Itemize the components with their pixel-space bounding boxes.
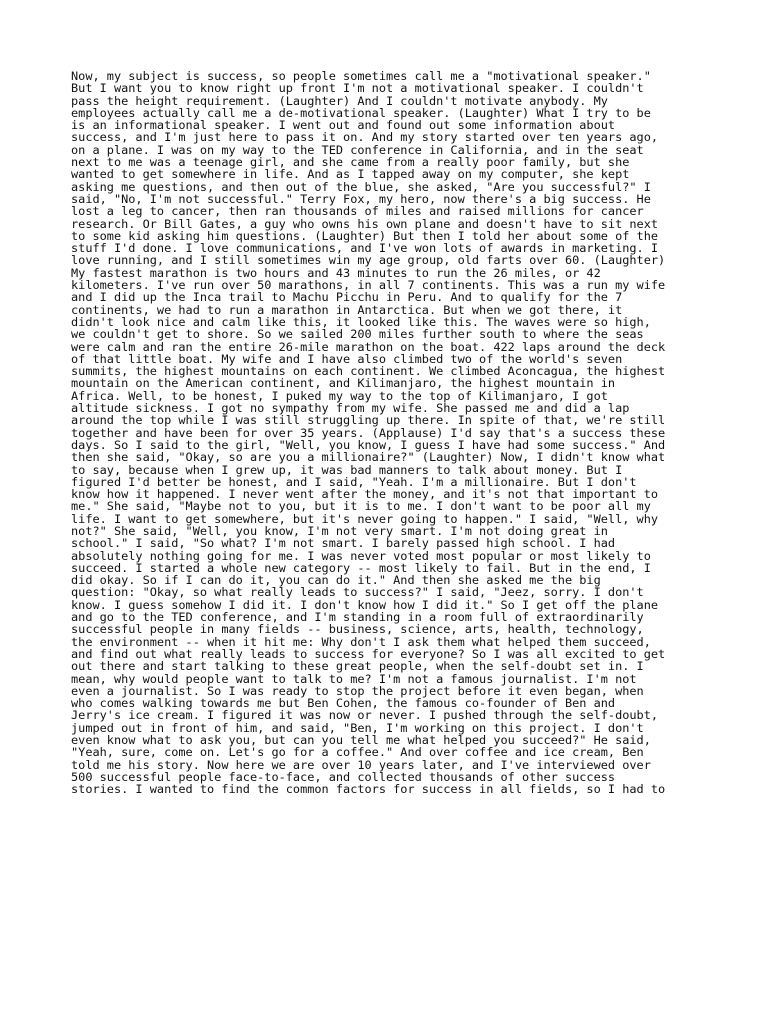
text-line: out there and start talking to these great people, when the self-doubt set in. I (71, 659, 644, 674)
text-line: said, "No, I'm not successful." Terry Fox, my hero, now there's a big success. He (71, 191, 651, 206)
text-line: did okay. So if I can do it, you can do it." And then she asked me the big (71, 573, 601, 588)
text-line: lost a leg to cancer, then ran thousands of miles and raised millions for cancer (71, 204, 644, 219)
text-line: kilometers. I've run over 50 marathons, in all 7 continents. This was a run my wife (71, 278, 666, 293)
text-line: jumped out in front of him, and said, "Ben, I'm working on this project. I don't (71, 720, 644, 735)
text-line: to say, because when I grew up, it was bad manners to talk about money. But I (71, 462, 623, 477)
text-line: even a journalist. So I was ready to stop the project before it even began, when (71, 683, 644, 698)
text-line: days. So I said to the girl, "Well, you know, I guess I have had some success." And (71, 437, 666, 452)
text-line: told me his story. Now here we are over 10 years later, and I've interviewed over (71, 757, 651, 772)
text-line: even know what to ask you, but can you tell me what helped you succeed?" He said, (71, 733, 651, 748)
text-line: 500 successful people face-to-face, and collected thousands of other success (71, 769, 616, 784)
text-line: continents, we had to run a marathon in Antarctica. But when we got there, it (71, 302, 623, 317)
text-line: is an informational speaker. I went out and found out some information about (71, 118, 616, 133)
text-line: employees actually call me a de-motivational speaker. (Laughter) What I try to be (71, 105, 651, 120)
text-line: love running, and I still sometimes win my age group, old farts over 60. (Laughter) (71, 253, 666, 268)
text-line: research. Or Bill Gates, a guy who owns his own plane and doesn't have to sit next (71, 216, 659, 231)
text-line: stories. I wanted to find the common factors for success in all fields, so I had to (71, 782, 666, 797)
text-line: summits, the highest mountains on each continent. We climbed Aconcagua, the highest (71, 364, 666, 379)
text-line: figured I'd better be honest, and I said, "Yeah. I'm a millionaire. But I don't (71, 474, 637, 489)
text-line: stuff I'd done. I love communications, and I've won lots of awards in marketing. I (71, 241, 659, 256)
text-line: next to me was a teenage girl, and she came from a really poor family, but she (71, 155, 630, 170)
text-line: "Yeah, sure, come on. Let's go for a coffee." And over coffee and ice cream, Ben (71, 745, 644, 760)
text-line: mean, why would people want to talk to me? I'm not a famous journalist. I'm not (71, 671, 637, 686)
text-line: who comes walking towards me but Ben Cohen, the famous co-founder of Ben and (71, 696, 616, 711)
text-line: were calm and ran the entire 26-mile marathon on the boat. 422 laps around the deck (71, 339, 666, 354)
text-line: the environment -- when it hit me: Why don't I ask them what helped them succeed, (71, 634, 651, 649)
text-line: then she said, "Okay, so are you a millionaire?" (Laughter) Now, I didn't know what (71, 450, 666, 465)
text-line: wanted to get somewhere in life. And as I tapped away on my computer, she kept (71, 167, 630, 182)
text-line: Now, my subject is success, so people sometimes call me a "motivational speaker." (71, 69, 651, 83)
document-page (71, 70, 711, 796)
text-line: know how it happened. I never went after the money, and it's not that important to (71, 487, 659, 502)
text-line: of that little boat. My wife and I have also climbed two of the world's seven (71, 351, 623, 366)
text-line: My fastest marathon is two hours and 43 minutes to run the 26 miles, or 42 (71, 265, 601, 280)
text-line: But I want you to know right up front I'm not a motivational speaker. I couldn't (71, 81, 644, 96)
text-line: Africa. Well, to be honest, I puked my way to the top of Kilimanjaro, I got (71, 388, 608, 403)
text-line: asking me questions, and then out of the blue, she asked, "Are you successful?" I (71, 179, 651, 194)
text-line: succeed. I started a whole new category -- most likely to fail. But in the end, I (71, 560, 651, 575)
text-line: and go to the TED conference, and I'm standing in a room full of extraordinarily (71, 610, 644, 625)
text-line: Jerry's ice cream. I figured it was now or never. I pushed through the self-doubt, (71, 708, 659, 723)
text-line: and find out what really leads to success for everyone? So I was all excited to get (71, 646, 666, 661)
text-line: to some kid asking him questions. (Laughter) But then I told her about some of the (71, 228, 659, 243)
text-line: absolutely nothing going for me. I was never voted most popular or most likely to (71, 548, 651, 563)
text-line: together and have been for over 35 years. (Applause) I'd say that's a success these (71, 425, 666, 440)
text-line: we couldn't get to shore. So we sailed 200 miles further south to where the seas (71, 327, 644, 342)
text-line: around the top while I was still struggling up there. In spite of that, we're still (71, 413, 666, 428)
text-line: not?" She said, "Well, you know, I'm not very smart. I'm not doing great in (71, 523, 608, 538)
text-line: question: "Okay, so what really leads to success?" I said, "Jeez, sorry. I don't (71, 585, 644, 600)
text-line: and I did up the Inca trail to Machu Picchu in Peru. And to qualify for the 7 (71, 290, 623, 305)
text-line: altitude sickness. I got no sympathy from my wife. She passed me and did a lap (71, 401, 630, 416)
text-line: successful people in many fields -- business, science, arts, health, technology, (71, 622, 644, 637)
text-line: success, and I'm just here to pass it on. And my story started over ten years ago, (71, 130, 659, 145)
text-line: didn't look nice and calm like this, it looked like this. The waves were so high, (71, 314, 651, 329)
text-line: on a plane. I was on my way to the TED conference in California, and in the seat (71, 142, 644, 157)
text-line: me." She said, "Maybe not to you, but it is to me. I don't want to be poor all my (71, 499, 651, 514)
text-line: know. I guess somehow I did it. I don't know how I did it." So I get off the plane (71, 597, 659, 612)
text-line: school." I said, "So what? I'm not smart. I barely passed high school. I had (71, 536, 616, 551)
text-line: life. I want to get somewhere, but it's never going to happen." I said, "Well, why (71, 511, 659, 526)
text-line: mountain on the American continent, and Kilimanjaro, the highest mountain in (71, 376, 616, 391)
text-line: pass the height requirement. (Laughter) And I couldn't motivate anybody. My (71, 93, 608, 108)
